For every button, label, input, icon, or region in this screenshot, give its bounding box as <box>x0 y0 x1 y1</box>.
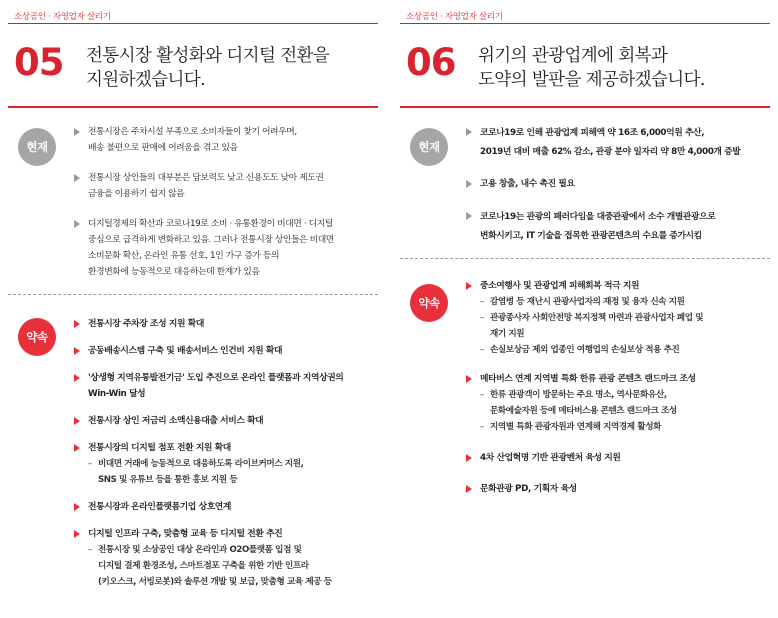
bullet-triangle-icon <box>74 417 80 425</box>
sub-item: – 지역별 특화 관광자원과 연계해 지역경제 활성화 <box>480 419 768 435</box>
header-divider <box>400 23 770 24</box>
dash-marker: – <box>480 422 484 432</box>
list-item: 디지털 인프라 구축, 맞춤형 교육 등 디지털 전환 추진 – 전통시장 및 소상공인 대상 온라인과 O2O플랫폼 입점 및 디지털 결제 환경조성, 스마트점포 구축을 위한 기반 인프라 (키오스크, 서빙로봇)와 솔루션 개발 및 보급, 맞춤형 교육 제공 등 <box>74 526 376 590</box>
section-title <box>478 44 768 92</box>
current-badge: 현재 <box>410 128 448 166</box>
dash-marker: – <box>88 545 92 555</box>
current-list <box>466 124 768 246</box>
title-line: 전통시장 활성화와 디지털 전환을 <box>86 46 330 66</box>
bullet-triangle-icon <box>466 212 472 220</box>
bullet-triangle-icon <box>466 375 472 383</box>
breadcrumb: 소상공인 · 자영업자 살리기 <box>14 12 111 22</box>
list-item: 전통시장의 디지털 점포 전환 지원 확대 – 비대면 거래에 능동적으로 대응하도록 라이브커머스 지원, SNS 및 유튜브 등을 통한 홍보 지원 등 <box>74 440 376 488</box>
bullet-triangle-icon <box>74 320 80 328</box>
bullet-triangle-icon <box>466 282 472 290</box>
title-line: 위기의 관광업계에 회복과 <box>478 46 668 66</box>
page-06 <box>400 0 770 618</box>
bullet-triangle-icon <box>466 485 472 493</box>
promise-badge: 약속 <box>18 318 56 356</box>
bullet-triangle-icon <box>74 128 80 136</box>
page-05 <box>8 0 378 618</box>
sub-item: – 비대면 거래에 능동적으로 대응하도록 라이브커머스 지원, SNS 및 유튜브 등을 통한 홍보 지원 등 <box>88 456 376 488</box>
dash-marker: – <box>480 345 484 355</box>
bullet-triangle-icon <box>74 220 80 228</box>
section-divider <box>8 294 378 295</box>
breadcrumb: 소상공인 · 자영업자 살리기 <box>406 12 503 22</box>
list-item: 전통시장 상인 저금리 소액신용대출 서비스 확대 <box>74 413 376 429</box>
promise-list <box>466 278 768 497</box>
sub-item: – 감염병 등 재난시 관광사업자의 재정 및 융자 신속 지원 <box>480 294 768 310</box>
header-divider <box>8 23 378 24</box>
title-divider <box>400 106 770 108</box>
list-item: 고용 창출, 내수 촉진 필요 <box>466 176 768 192</box>
bullet-triangle-icon <box>74 530 80 538</box>
current-list <box>74 124 376 280</box>
list-item: '상생형 지역유통발전기금' 도입 추진으로 온라인 플랫폼과 지역상권의 Win-Win 달성 <box>74 370 376 402</box>
list-item: 코로나19로 인해 관광업계 피해액 약 16조 6,000억원 추산, 2019년 대비 매출 62% 감소, 관광 분야 일자리 약 8만 4,000개 증발 <box>466 124 768 162</box>
promise-list <box>74 316 376 590</box>
bullet-triangle-icon <box>466 128 472 136</box>
bullet-triangle-icon <box>466 180 472 188</box>
bullet-triangle-icon <box>74 374 80 382</box>
current-badge: 현재 <box>18 128 56 166</box>
list-item: 4차 산업혁명 기반 관광벤처 육성 지원 <box>466 450 768 466</box>
sub-item: – 관광종사자 사회안전망 복지정책 마련과 관광사업자 폐업 및 재기 지원 <box>480 310 768 342</box>
list-item: 전통시장과 온라인플랫폼기업 상호연계 <box>74 499 376 515</box>
sub-item: – 전통시장 및 소상공인 대상 온라인과 O2O플랫폼 입점 및 디지털 결제 환경조성, 스마트점포 구축을 위한 기반 인프라 (키오스크, 서빙로봇)와 솔루션 개발 및 보급, 맞춤형 교육 제공 등 <box>88 542 376 590</box>
dash-marker: – <box>88 459 92 469</box>
list-item: 전통시장은 주차시설 부족으로 소비자들이 찾기 어려우며, 배송 불편으로 판매에 어려움을 겪고 있음 <box>74 124 376 156</box>
list-item: 코로나19는 관광의 패러다임을 대중관광에서 소수 개별관광으로 변화시키고, IT 기술을 접목한 관광콘텐츠의 수요를 증가시킴 <box>466 208 768 246</box>
list-item: 중소여행사 및 관광업계 피해회복 적극 지원 – 감염병 등 재난시 관광사업자의 재정 및 융자 신속 지원 – 관광종사자 사회안전망 복지정책 마련과 관광사업자 폐업 및 재기 지원 – 손실보상금 제외 업종인 여행업의 손실보상 적용 추진 <box>466 278 768 358</box>
bullet-triangle-icon <box>74 503 80 511</box>
sub-item: – 손실보상금 제외 업종인 여행업의 손실보상 적용 추진 <box>480 342 768 358</box>
bullet-triangle-icon <box>466 454 472 462</box>
promise-badge: 약속 <box>410 284 448 322</box>
dash-marker: – <box>480 297 484 307</box>
section-number: 05 <box>14 41 64 84</box>
bullet-triangle-icon <box>74 347 80 355</box>
bullet-triangle-icon <box>74 444 80 452</box>
list-item: 공동배송시스템 구축 및 배송서비스 인건비 지원 확대 <box>74 343 376 359</box>
list-item: 메타버스 연계 지역별 특화 한류 관광 콘텐츠 랜드마크 조성 – 한류 관광객이 방문하는 주요 명소, 역사문화유산, 문화예술자원 등에 메타버스용 콘텐츠 랜드마크 조성 – 지역별 특화 관광자원과 연계해 지역경제 활성화 <box>466 371 768 435</box>
list-item: 디지털경제의 확산과 코로나19로 소비 · 유통환경이 비대면 · 디지털 중심으로 급격하게 변화하고 있음. 그러나 전통시장 상인들은 비대면 소비문화 확산, 온라인 유통 선호, 1인 가구 증가 등의 환경변화에 능동적으로 대응하는데 한계가 있음 <box>74 216 376 280</box>
bullet-triangle-icon <box>74 174 80 182</box>
title-divider <box>8 106 378 108</box>
section-number: 06 <box>406 41 456 84</box>
dash-marker: – <box>480 313 484 323</box>
section-title <box>86 44 376 92</box>
sub-item: – 한류 관광객이 방문하는 주요 명소, 역사문화유산, 문화예술자원 등에 메타버스용 콘텐츠 랜드마크 조성 <box>480 387 768 419</box>
list-item: 전통시장 상인들의 대부분은 담보력도 낮고 신용도도 낮아 제도권 금융을 이용하기 쉽지 않음 <box>74 170 376 202</box>
section-divider <box>400 258 770 259</box>
list-item: 문화관광 PD, 기획자 육성 <box>466 481 768 497</box>
title-line: 도약의 발판을 제공하겠습니다. <box>478 70 705 90</box>
list-item: 전통시장 주차장 조성 지원 확대 <box>74 316 376 332</box>
dash-marker: – <box>480 390 484 400</box>
title-line: 지원하겠습니다. <box>86 70 206 90</box>
